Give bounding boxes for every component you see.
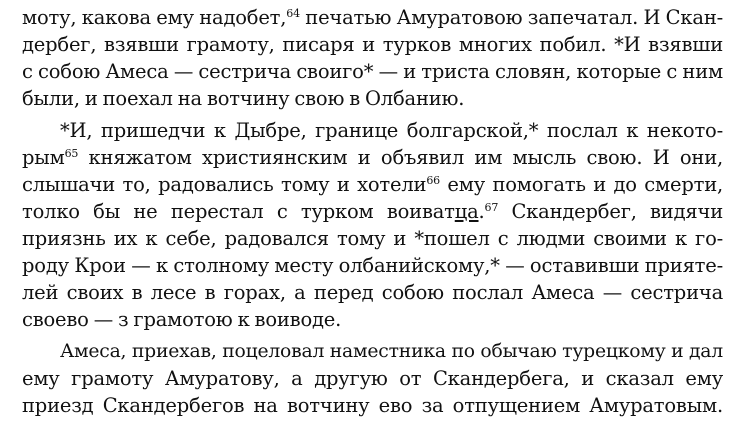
- text-segment: печатью Амуратовою запечатал. И Скан-: [299, 6, 724, 29]
- text-line: [22, 145, 723, 171]
- text-segment: дербег, взявши грамоту, писаря и турков многих побил. *И взявши: [22, 33, 723, 56]
- text-line: [22, 172, 723, 198]
- text-line: [22, 59, 723, 85]
- text-segment: своево — з грамотою к воиводе.: [22, 308, 342, 331]
- text-segment: ему грамоту Амуратову, а другую от Скандербега, и сказал ему: [22, 367, 723, 390]
- text-segment: *И, пришедчи к Дыбре, границе болгарской,* послал к некото-: [60, 119, 723, 142]
- text-segment: слышачи то, радовались тому и хотели: [22, 173, 427, 196]
- text-segment: толко бы не перестал с турком воиват: [22, 200, 455, 223]
- text-line: [22, 199, 723, 225]
- text-line: [22, 253, 723, 279]
- text-segment: лей своих в лесе в горах, а перед собою послал Амеса — сестрича: [22, 281, 723, 304]
- text-segment: были, и поехал на вотчину свою в Олбанию.: [22, 87, 465, 110]
- text-segment: приязнь их к себе, радовался тому и *пошел с людми своими к го-: [22, 227, 723, 250]
- text-segment: роду Крои — к столному месту олбанийскому,* — оставивши прияте-: [22, 254, 723, 277]
- text-segment: ему помогать и до смерти,: [439, 173, 723, 196]
- footnote-reference[interactable]: 67: [484, 201, 499, 214]
- text-line: [60, 339, 723, 365]
- footnote-reference[interactable]: 65: [64, 147, 79, 160]
- text-segment: моту, какова ему надобет,: [22, 6, 287, 29]
- text-line: [22, 307, 723, 333]
- text-segment: рым: [22, 146, 65, 169]
- text-line: [22, 366, 723, 392]
- text-segment: .: [478, 200, 485, 223]
- text-segment: Амеса, приехав, поцеловал наместника по обычаю турецкому и дал: [60, 341, 723, 362]
- text-segment: приезд Скандербегов на вотчину ево за отпущением Амуратовым.: [22, 394, 723, 417]
- text-line: [22, 393, 723, 419]
- text-line: [60, 118, 723, 144]
- text-line: [22, 5, 723, 31]
- footnote-reference[interactable]: 64: [286, 7, 300, 20]
- text-segment: княжатом християнским и объявил им мысль свою. И они,: [78, 146, 723, 169]
- text-line: [22, 226, 723, 252]
- text-segment: Скандербег, видячи: [498, 200, 724, 223]
- text-line: [22, 86, 723, 112]
- text-line: [22, 32, 723, 58]
- footnote-reference[interactable]: 66: [426, 174, 440, 187]
- underlined-text: ца: [454, 200, 479, 223]
- text-segment: с собою Амеса — сестрича своиго* — и триста словян, которые с ним: [22, 60, 723, 83]
- text-line: [22, 280, 723, 306]
